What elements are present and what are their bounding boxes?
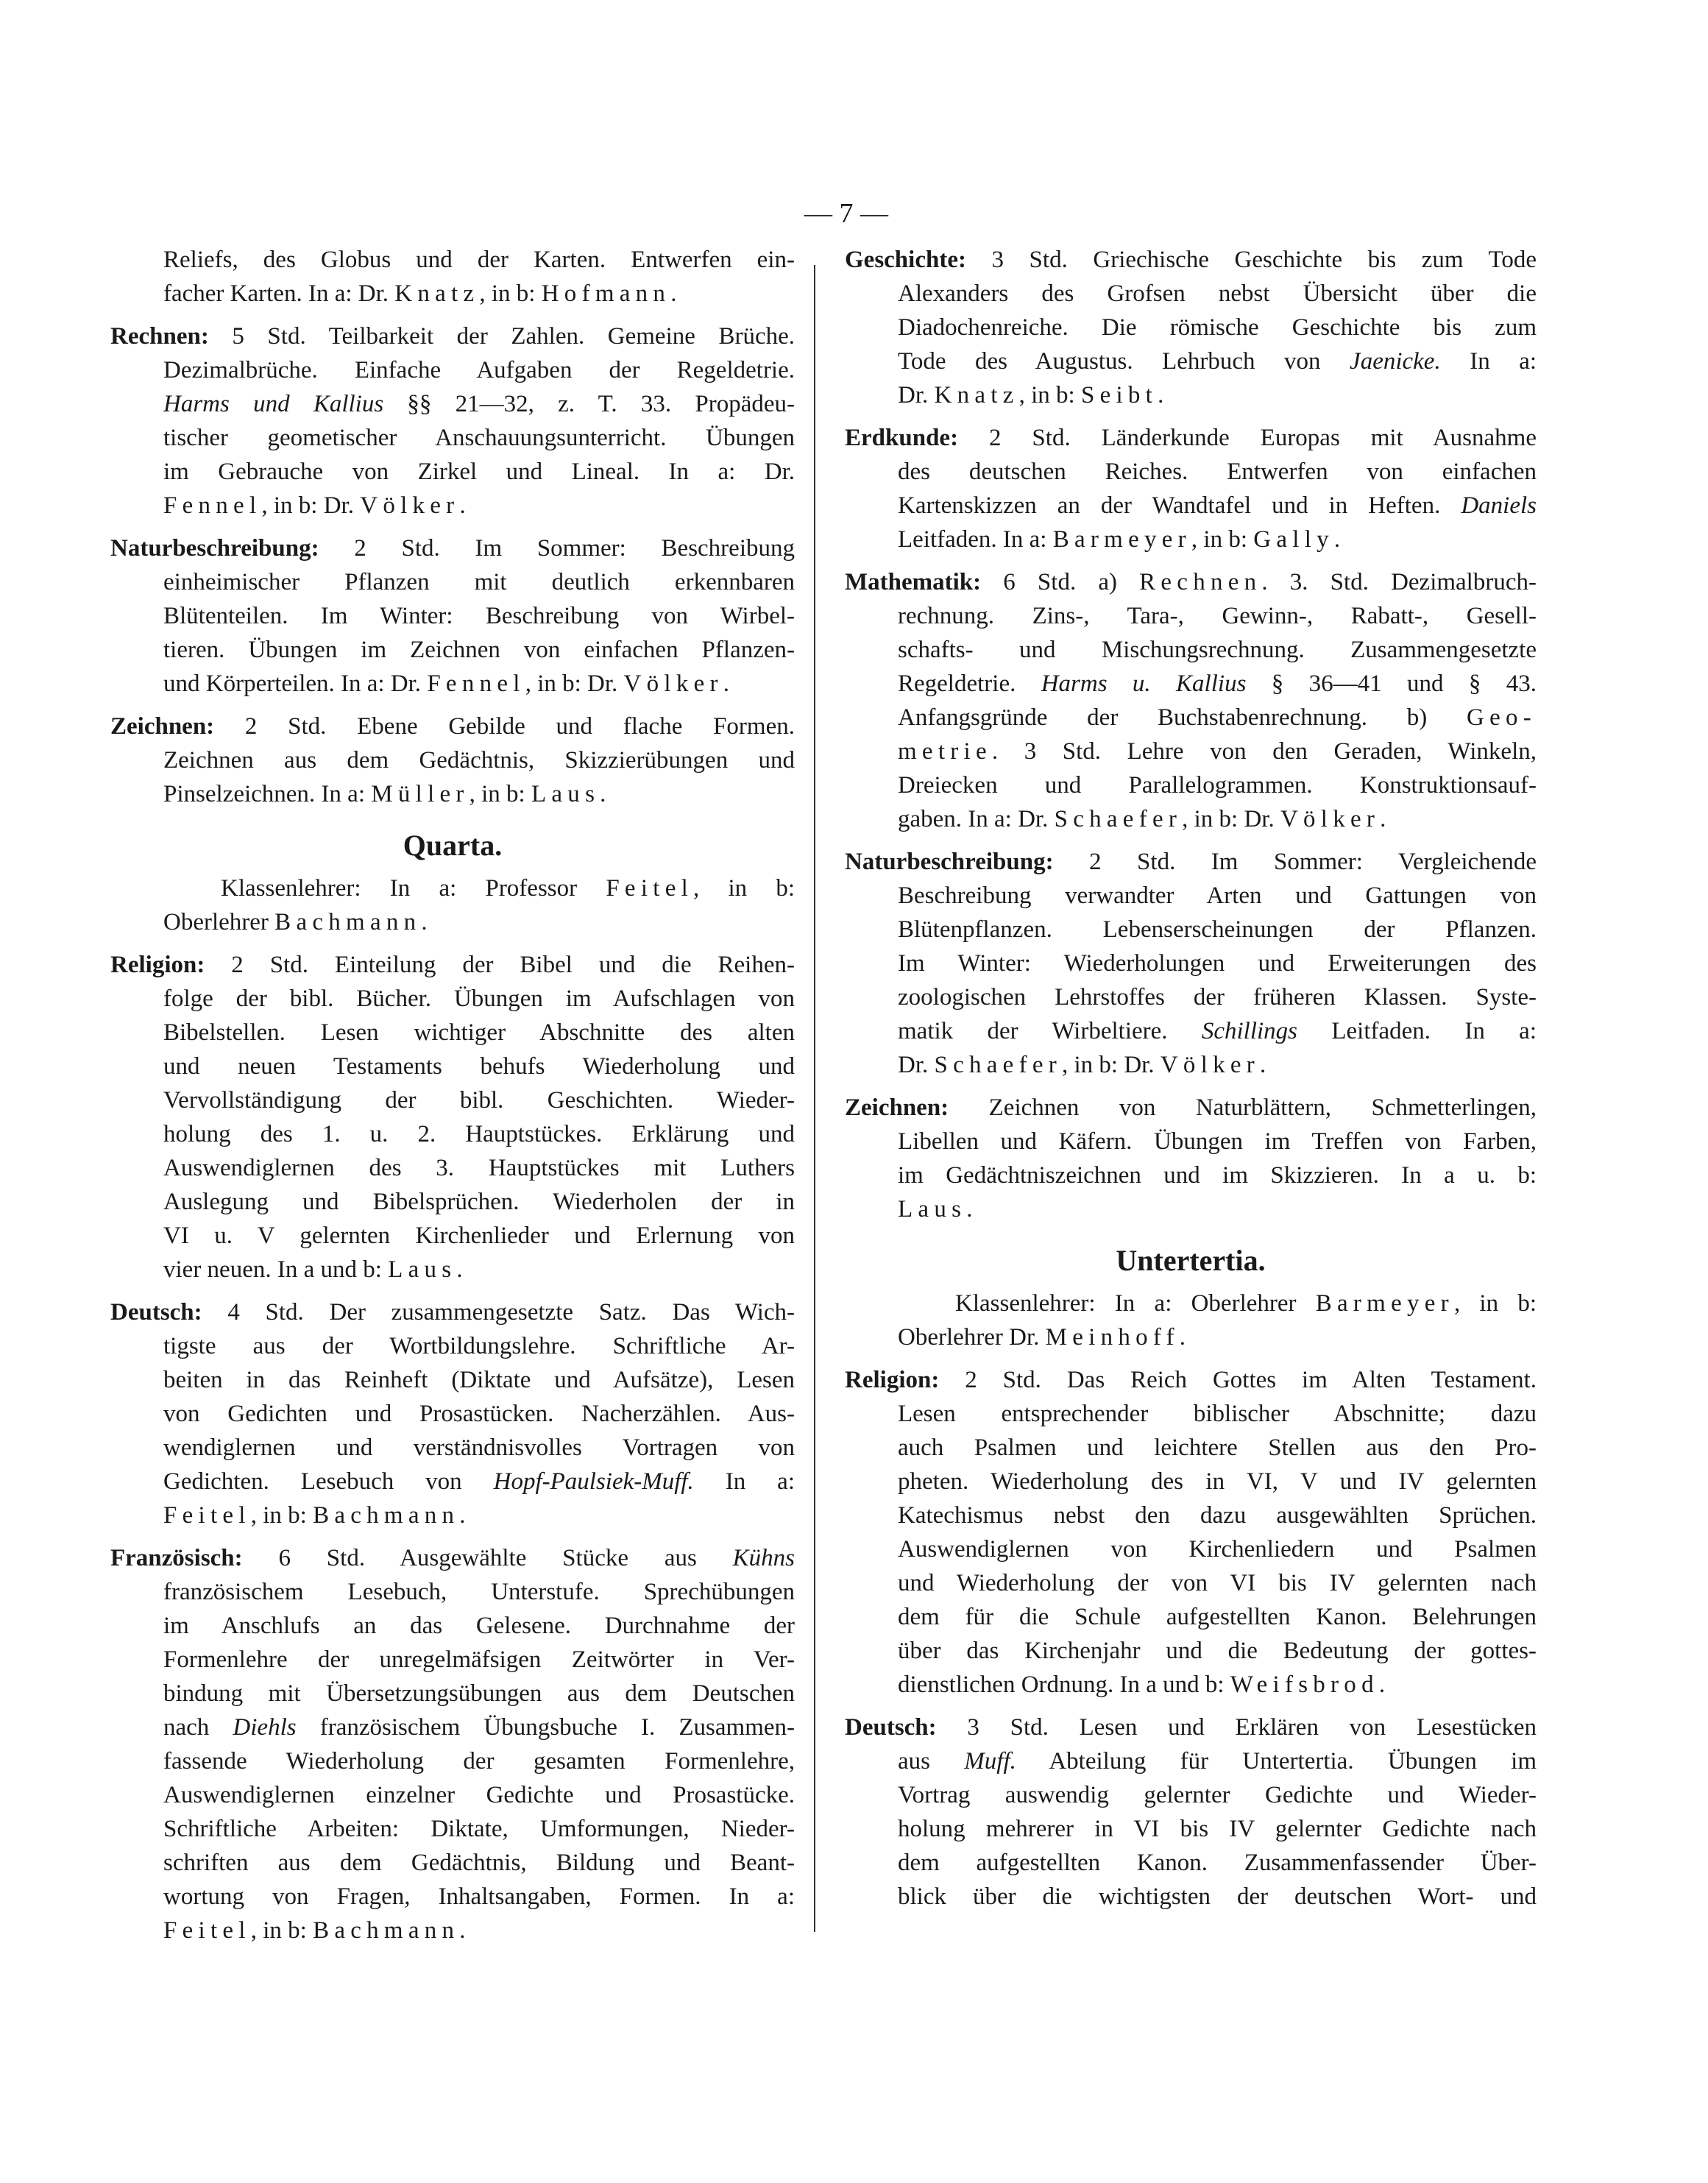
text-segment: , in b: (1191, 526, 1254, 553)
text-line (845, 277, 1537, 311)
text-segment: , in b: (1018, 382, 1081, 408)
text-line (845, 1710, 1537, 1744)
text-segment: 2 Std. Im Sommer: Beschreibung (319, 535, 795, 562)
text-line (110, 743, 795, 777)
text-segment: Dr. (898, 1052, 935, 1078)
text-segment: 2 Std. Ebene Gebilde und flache Formen. (214, 713, 795, 740)
text-line (845, 1668, 1537, 1702)
teacher-name: Völker (360, 492, 460, 519)
text-segment: dem aufgestellten Kanon. Zusammenfassender Über- (898, 1850, 1537, 1876)
text-segment: Auslegung und Bibelsprüchen. Wiederholen der in (163, 1189, 795, 1215)
text-segment: zoologischen Lehrstoffes der früheren Klassen. Syste- (898, 984, 1537, 1011)
text-segment: . (421, 909, 428, 935)
text-line (110, 1151, 795, 1185)
section-heading: Untertertia. (1116, 1244, 1266, 1277)
subject-paragraph (110, 710, 795, 811)
book-title: Jaenicke. (1350, 348, 1441, 375)
text-segment: wortung von Fragen, Inhaltsangaben, Formen. In a: (163, 1883, 795, 1910)
teacher-name: Barmeyer (1052, 526, 1191, 553)
text-line (110, 421, 795, 455)
text-line (845, 667, 1537, 701)
text-line (845, 243, 1537, 277)
teacher-name: Laus (898, 1196, 967, 1223)
text-segment: tischer geometischer Anschauungsunterricht. Übungen (163, 425, 795, 451)
teacher-name: Völker (1280, 806, 1381, 832)
text-line (110, 531, 795, 565)
text-segment: holung mehrerer in VI bis IV gelernter Gedichte nach (898, 1816, 1537, 1842)
text-line (845, 421, 1537, 455)
text-segment: facher Karten. In a: Dr. (163, 280, 395, 307)
subject-paragraph (110, 319, 795, 523)
text-segment: Dezimalbrüche. Einfache Aufgaben der Regeldetrie. (163, 357, 795, 383)
text-line (110, 319, 795, 353)
text-segment: Blütenteilen. Im Winter: Beschreibung von Wirbel- (163, 603, 795, 629)
text-segment: Oberlehrer (163, 909, 275, 935)
right-column (845, 243, 1537, 1922)
teacher-name: Fennel (163, 492, 262, 519)
text-segment: matik der Wirbeltiere. (898, 1018, 1202, 1044)
book-title: Schillings (1201, 1018, 1298, 1044)
text-segment: Anfangsgründe der Buchstabenrechnung. b) (898, 704, 1467, 731)
text-segment: . (1158, 382, 1164, 408)
text-line (110, 599, 795, 633)
text-line (110, 1744, 795, 1778)
text-segment: Vortrag auswendig gelernter Gedichte und Wieder- (898, 1782, 1537, 1808)
teacher-name: Gally (1253, 526, 1334, 553)
text-segment: folge der bibl. Bücher. Übungen im Aufschlagen von (163, 986, 795, 1012)
text-segment: , in b: (693, 875, 795, 902)
text-line (110, 667, 795, 701)
text-segment: . (670, 280, 677, 307)
text-segment: dienstlichen Ordnung. In a und b: (898, 1671, 1230, 1698)
subject-paragraph (110, 948, 795, 1287)
text-line (845, 523, 1537, 556)
text-segment: . (966, 1196, 973, 1223)
text-line (845, 735, 1537, 768)
text-segment: . (459, 492, 466, 519)
text-segment: Pinselzeichnen. In a: (163, 781, 372, 807)
subject-paragraph (845, 421, 1537, 556)
text-line (110, 1846, 795, 1880)
text-line (110, 777, 795, 811)
text-line (845, 1158, 1537, 1192)
subject-label: Rechnen: (110, 323, 209, 350)
text-segment: Beschreibung verwandter Arten und Gattungen von (898, 882, 1537, 909)
text-line (110, 1219, 795, 1253)
text-segment: 5 Std. Teilbarkeit der Zahlen. Gemeine Brüche. (208, 323, 795, 350)
text-segment: Kartenskizzen an der Wandtafel und in Heften. (898, 492, 1461, 519)
teacher-name: Feitel (163, 1502, 251, 1529)
text-segment: Zeichnen aus dem Gedächtnis, Skizzierübungen und (163, 747, 795, 774)
subject-paragraph (845, 1363, 1537, 1702)
text-segment: § 36—41 und § 43. (1246, 671, 1537, 697)
teacher-name: Bachmann (313, 1502, 460, 1529)
text-line (845, 1397, 1537, 1431)
text-segment: von Gedichten und Prosastücken. Nacherzählen. Aus- (163, 1401, 795, 1427)
text-segment: Bibelstellen. Lesen wichtiger Abschnitte des alten (163, 1019, 795, 1046)
subject-label: Deutsch: (845, 1714, 937, 1741)
text-segment: Reliefs, des Globus und der Karten. Entwerfen ein- (163, 247, 795, 273)
text-line (845, 1744, 1537, 1778)
text-line (110, 1914, 795, 1947)
text-line (845, 311, 1537, 344)
subject-paragraph (845, 1091, 1537, 1226)
text-line (845, 1048, 1537, 1082)
text-segment: Regeldetrie. (898, 671, 1041, 697)
teacher-name: Rechnen (1139, 569, 1262, 595)
text-line (110, 1710, 795, 1744)
text-line (110, 1609, 795, 1643)
text-segment: 2 Std. Länderkunde Europas mit Ausnahme (958, 425, 1537, 451)
text-line (110, 1016, 795, 1050)
text-line (845, 1014, 1537, 1048)
text-segment: . (1378, 1671, 1386, 1698)
text-line (110, 905, 795, 939)
text-segment: und neuen Testaments behufs Wiederholung und (163, 1053, 795, 1080)
text-segment: 2 Std. Das Reich Gottes im Alten Testament. (939, 1367, 1537, 1393)
subject-label: Zeichnen: (845, 1094, 949, 1121)
text-segment: Dreiecken und Parallelogrammen. Konstruktionsauf- (898, 772, 1537, 799)
text-line (845, 701, 1537, 735)
text-line (845, 1566, 1537, 1600)
text-segment: Auswendiglernen von Kirchenliedern und Psalmen (898, 1536, 1537, 1563)
book-title: Harms u. Kallius (1041, 671, 1247, 697)
text-segment: über das Kirchenjahr und die Bedeutung der gottes- (898, 1638, 1537, 1664)
text-segment: 3 Std. Lesen und Erklären von Lesestücken (936, 1714, 1537, 1741)
text-line (110, 353, 795, 387)
text-line (845, 633, 1537, 667)
teacher-name: Müller (371, 781, 469, 807)
text-line (845, 879, 1537, 913)
text-line (110, 243, 795, 277)
teacher-name: Schaefer (934, 1052, 1062, 1078)
text-segment: Lesen entsprechender biblischer Abschnitte; dazu (898, 1401, 1537, 1427)
teacher-name: Barmeyer (1315, 1290, 1454, 1317)
page-number: — 7 — (804, 198, 888, 229)
subject-label: Zeichnen: (110, 713, 215, 740)
text-line (845, 1846, 1537, 1880)
text-segment: Gedichten. Lesebuch von (163, 1468, 494, 1495)
text-line (845, 344, 1537, 378)
subject-label: Religion: (110, 952, 205, 978)
text-segment: des deutschen Reiches. Entwerfen von einfachen (898, 459, 1537, 485)
subject-label: Geschichte: (845, 247, 966, 273)
text-segment: . (1333, 526, 1341, 553)
text-line (110, 1465, 795, 1499)
teacher-name: Meinhoff (1045, 1324, 1180, 1351)
text-line (845, 1192, 1537, 1226)
text-line (110, 1643, 795, 1677)
text-line (845, 455, 1537, 489)
subject-label: Naturbeschreibung: (845, 849, 1054, 875)
text-segment: . (1179, 1324, 1186, 1351)
text-segment: 2 Std. Einteilung der Bibel und die Reihen- (205, 952, 795, 978)
text-line (845, 1812, 1537, 1846)
text-segment: Abteilung für Untertertia. Übungen im (1016, 1748, 1537, 1775)
text-segment: §§ 21—32, z. T. 33. Propädeu- (383, 391, 795, 417)
text-line (110, 1499, 795, 1532)
text-segment: Diadochenreiche. Die römische Geschichte bis zum (898, 314, 1537, 341)
text-line (845, 378, 1537, 412)
text-line (845, 1320, 1537, 1354)
text-segment: . (600, 781, 606, 807)
section-heading: Quarta. (403, 829, 503, 862)
text-segment: Tode des Augustus. Lehrbuch von (898, 348, 1350, 375)
text-segment: Im Winter: Wiederholungen und Erweiterungen des (898, 950, 1537, 977)
text-segment: , in b: (1453, 1290, 1537, 1317)
text-segment: rechnung. Zins-, Tara-, Gewinn-, Rabatt-, Gesell- (898, 603, 1537, 629)
text-line (845, 1778, 1537, 1812)
book-title: Daniels (1461, 492, 1537, 519)
text-segment: . (1260, 1052, 1266, 1078)
text-segment: gaben. In a: Dr. (898, 806, 1055, 832)
text-segment: Alexanders des Grofsen nebst Übersicht über die (898, 280, 1537, 307)
text-segment: , in b: (250, 1502, 313, 1529)
text-line (845, 1091, 1537, 1125)
book-title: Muff. (964, 1748, 1016, 1775)
book-title: Hopf-Paulsiek-Muff. (493, 1468, 694, 1495)
text-line (110, 277, 795, 311)
text-segment: blick über die wichtigsten der deutschen Wort- und (898, 1883, 1537, 1910)
text-segment: Klassenlehrer: In a: Professor (221, 875, 606, 902)
text-segment: im Gedächtniszeichnen und im Skizzieren. In a u. b: (898, 1162, 1537, 1189)
text-segment: Auswendiglernen des 3. Hauptstückes mit Luthers (163, 1155, 795, 1181)
subject-paragraph (110, 531, 795, 701)
text-line (110, 633, 795, 667)
teacher-name: Bachmann (274, 909, 422, 935)
subject-paragraph (110, 871, 795, 939)
text-line (110, 387, 795, 421)
text-segment: . (456, 1256, 463, 1283)
teacher-name: Knatz (934, 382, 1019, 408)
text-segment: Formenlehre der unregelmäfsigen Zeitwörter in Ver- (163, 1646, 795, 1673)
text-line (845, 1532, 1537, 1566)
text-line (110, 982, 795, 1016)
text-segment: und Körperteilen. In a: Dr. (163, 671, 428, 697)
text-segment: Leitfaden. In a: (898, 526, 1053, 553)
subject-paragraph (845, 845, 1537, 1082)
text-line (845, 845, 1537, 879)
text-line (845, 565, 1537, 599)
text-segment: . (1380, 806, 1386, 832)
text-line (110, 1253, 795, 1287)
text-segment: Blütenpflanzen. Lebenserscheinungen der Pflanzen. (898, 916, 1537, 943)
text-line (845, 1287, 1537, 1320)
text-segment: Oberlehrer Dr. (898, 1324, 1046, 1351)
text-segment: . (459, 1502, 466, 1529)
text-line (110, 1117, 795, 1151)
text-segment: auch Psalmen und leichtere Stellen aus den Pro- (898, 1434, 1537, 1461)
column-divider (814, 265, 815, 1932)
text-segment: Dr. (898, 382, 935, 408)
text-segment: 6 Std. a) (981, 569, 1140, 595)
text-line (110, 565, 795, 599)
text-segment: französischem Lesebuch, Unterstufe. Sprechübungen (163, 1579, 795, 1605)
book-title: Harms und Kallius (163, 391, 384, 417)
text-segment: In a: (693, 1468, 795, 1495)
subject-label: Naturbeschreibung: (110, 535, 319, 562)
left-column (110, 243, 795, 1956)
teacher-name: Laus (388, 1256, 457, 1283)
text-segment: Schriftliche Arbeiten: Diktate, Umformungen, Nieder- (163, 1816, 795, 1842)
text-line (110, 1778, 795, 1812)
text-line (845, 1125, 1537, 1158)
text-segment: 4 Std. Der zusammengesetzte Satz. Das Wich- (202, 1299, 795, 1326)
text-line (110, 489, 795, 523)
book-title: Diehls (233, 1714, 297, 1741)
subject-paragraph (845, 1710, 1537, 1914)
text-segment: französischem Übungsbuche I. Zusammen- (296, 1714, 795, 1741)
teacher-name: Geo- (1466, 704, 1537, 731)
text-line (110, 1431, 795, 1465)
text-line (845, 1600, 1537, 1634)
teacher-name: Völker (1160, 1052, 1261, 1078)
text-segment: Leitfaden. In a: (1297, 1018, 1537, 1044)
text-segment: einheimischer Pflanzen mit deutlich erkennbaren (163, 569, 795, 595)
text-line (845, 980, 1537, 1014)
text-line (845, 1634, 1537, 1668)
text-segment: In a: (1440, 348, 1537, 375)
text-line (845, 768, 1537, 802)
subject-label: Mathematik: (845, 569, 982, 595)
subject-paragraph (110, 1295, 795, 1532)
text-segment: 6 Std. Ausgewählte Stücke aus (242, 1545, 733, 1571)
text-line (845, 1465, 1537, 1499)
teacher-name: Weifsbrod (1230, 1671, 1379, 1698)
subject-paragraph (110, 1541, 795, 1947)
text-segment: 3 Std. Griechische Geschichte bis zum Tode (965, 247, 1537, 273)
text-segment: wendiglernen und verständnisvolles Vortragen von (163, 1434, 795, 1461)
text-line (110, 710, 795, 743)
subject-paragraph (845, 565, 1537, 836)
text-line (110, 871, 795, 905)
text-segment: und Wiederholung der von VI bis IV gelernten nach (898, 1570, 1537, 1596)
text-segment: schriften aus dem Gedächtnis, Bildung und Beant- (163, 1850, 795, 1876)
teacher-name: Laus (531, 781, 600, 807)
text-segment: , in b: (250, 1917, 313, 1944)
text-segment: Vervollständigung der bibl. Geschichten. Wieder- (163, 1087, 795, 1114)
text-segment: tigste aus der Wortbildungslehre. Schriftliche Ar- (163, 1333, 795, 1359)
text-segment: 2 Std. Im Sommer: Vergleichende (1053, 849, 1537, 875)
text-segment: Katechismus nebst den dazu ausgewählten Sprüchen. (898, 1502, 1537, 1529)
text-segment: fassende Wiederholung der gesamten Formenlehre, (163, 1748, 795, 1775)
text-segment: im Gebrauche von Zirkel und Lineal. In a: Dr. (163, 459, 795, 485)
text-segment: , in b: (469, 781, 531, 807)
text-segment: beiten in das Reinheft (Diktate und Aufsätze), Lesen (163, 1367, 795, 1393)
text-segment: dem für die Schule aufgestellten Kanon. Belehrungen (898, 1604, 1537, 1630)
subject-paragraph (845, 243, 1537, 412)
text-line (110, 1329, 795, 1363)
text-segment: Libellen und Käfern. Übungen im Treffen von Farben, (898, 1128, 1537, 1155)
text-line (845, 1499, 1537, 1532)
text-line (110, 948, 795, 982)
text-line (845, 1363, 1537, 1397)
text-line (110, 1363, 795, 1397)
subject-paragraph (845, 1287, 1537, 1354)
text-line (845, 947, 1537, 980)
text-line (845, 489, 1537, 523)
text-segment: im Anschlufs an das Gelesene. Durchnahme der (163, 1613, 795, 1639)
text-line (110, 455, 795, 489)
subject-label: Erdkunde: (845, 425, 959, 451)
text-segment: . 3. Std. Dezimalbruch- (1261, 569, 1537, 595)
teacher-name: Feitel (163, 1917, 251, 1944)
text-segment: schafts- und Mischungsrechnung. Zusammengesetzte (898, 637, 1537, 663)
text-segment: holung des 1. u. 2. Hauptstückes. Erklärung und (163, 1121, 795, 1147)
text-segment: , in b: Dr. (261, 492, 361, 519)
text-segment: , in b: Dr. (1062, 1052, 1160, 1078)
text-line (845, 1880, 1537, 1914)
teacher-name: Bachmann (313, 1917, 460, 1944)
text-segment: bindung mit Übersetzungsübungen aus dem Deutschen (163, 1680, 795, 1707)
text-line (110, 1083, 795, 1117)
text-segment: vier neuen. In a und b: (163, 1256, 389, 1283)
text-segment: , in b: Dr. (525, 671, 624, 697)
text-segment: . (723, 671, 729, 697)
text-line (110, 1677, 795, 1710)
text-line (110, 1812, 795, 1846)
teacher-name: Knatz (394, 280, 480, 307)
subject-label: Deutsch: (110, 1299, 202, 1326)
text-segment: . (459, 1917, 466, 1944)
subject-label: Französisch: (110, 1545, 243, 1571)
text-line (845, 1431, 1537, 1465)
text-line (110, 1541, 795, 1575)
text-line (110, 1397, 795, 1431)
teacher-name: metrie (898, 738, 992, 765)
text-line (110, 1050, 795, 1083)
text-segment: Auswendiglernen einzelner Gedichte und Prosastücke. (163, 1782, 795, 1808)
text-line (110, 1575, 795, 1609)
text-segment: aus (898, 1748, 965, 1775)
teacher-name: Seibt (1080, 382, 1158, 408)
text-segment: Klassenlehrer: In a: Oberlehrer (955, 1290, 1316, 1317)
subject-label: Religion: (845, 1367, 940, 1393)
text-segment: nach (163, 1714, 233, 1741)
text-line (110, 1880, 795, 1914)
teacher-name: Völker (623, 671, 723, 697)
subject-paragraph (110, 243, 795, 311)
text-line (110, 1185, 795, 1219)
text-segment: , in b: (479, 280, 542, 307)
teacher-name: Fennel (427, 671, 525, 697)
book-title: Kühns (732, 1545, 795, 1571)
text-segment: pheten. Wiederholung des in VI, V und IV gelernten (898, 1468, 1537, 1495)
teacher-name: Hofmann (541, 280, 671, 307)
text-segment: . 3 Std. Lehre von den Geraden, Winkeln, (991, 738, 1537, 765)
text-segment: VI u. V gelernten Kirchenlieder und Erlernung von (163, 1223, 795, 1249)
text-segment: , in b: Dr. (1182, 806, 1280, 832)
text-line (845, 802, 1537, 836)
teacher-name: Feitel (606, 875, 694, 902)
text-segment: tieren. Übungen im Zeichnen von einfachen Pflanzen- (163, 637, 795, 663)
text-line (110, 1295, 795, 1329)
text-segment: Zeichnen von Naturblättern, Schmetterlingen, (949, 1094, 1537, 1121)
text-line (845, 599, 1537, 633)
teacher-name: Schaefer (1054, 806, 1183, 832)
text-line (845, 913, 1537, 947)
